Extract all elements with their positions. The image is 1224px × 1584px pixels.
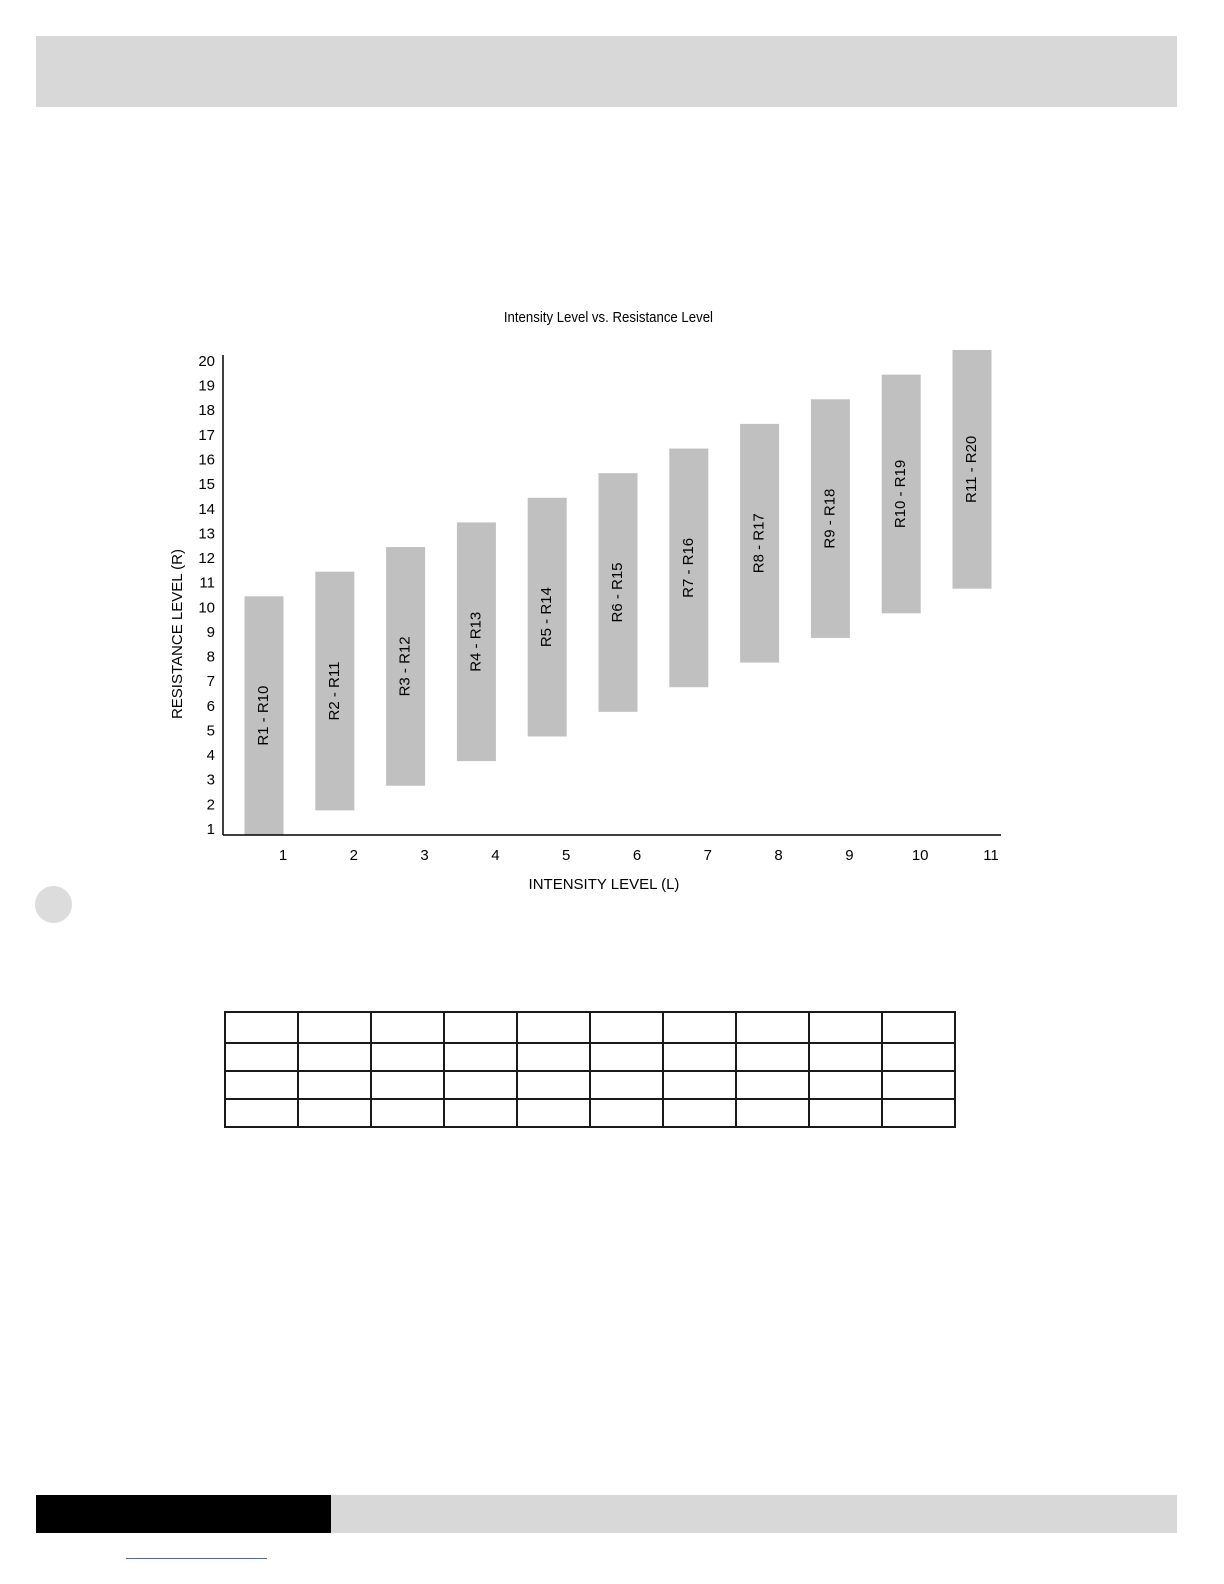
bar-label: R9 - R18 bbox=[821, 488, 839, 549]
table-cell bbox=[517, 1012, 590, 1043]
table-cell bbox=[736, 1071, 809, 1099]
table-cell bbox=[225, 1043, 298, 1071]
bar-label: R4 - R13 bbox=[467, 611, 485, 672]
footer-bar-dark bbox=[36, 1495, 331, 1533]
bar-label: R2 - R11 bbox=[325, 661, 343, 721]
table-cell bbox=[444, 1012, 517, 1043]
table-cell bbox=[882, 1012, 955, 1043]
y-tick-label: 15 bbox=[198, 476, 215, 494]
y-tick-label: 17 bbox=[198, 426, 215, 444]
x-tick-label: 1 bbox=[278, 846, 288, 864]
x-tick-label: 8 bbox=[774, 846, 783, 864]
table-cell bbox=[663, 1012, 736, 1043]
footer-link-underline bbox=[126, 1558, 267, 1559]
table-row bbox=[225, 1043, 955, 1071]
table-cell bbox=[298, 1071, 371, 1099]
bar-label: R6 - R15 bbox=[608, 562, 626, 623]
y-tick-label: 16 bbox=[198, 451, 215, 469]
table-cell bbox=[517, 1071, 590, 1099]
y-tick-label: 7 bbox=[206, 673, 215, 691]
table-cell bbox=[517, 1043, 590, 1071]
table-cell bbox=[444, 1071, 517, 1099]
table-cell bbox=[663, 1071, 736, 1099]
y-tick-label: 11 bbox=[199, 574, 215, 592]
table-cell bbox=[809, 1043, 882, 1071]
y-tick-label: 3 bbox=[206, 771, 215, 789]
x-tick-label: 4 bbox=[491, 846, 500, 864]
table-cell bbox=[371, 1012, 444, 1043]
bar-label: R1 - R10 bbox=[254, 685, 272, 746]
table-cell bbox=[225, 1099, 298, 1127]
table-cell bbox=[517, 1099, 590, 1127]
footer-bar-light bbox=[331, 1495, 1177, 1533]
y-tick-label: 4 bbox=[206, 747, 215, 765]
y-tick-label: 14 bbox=[198, 500, 215, 518]
empty-grid-table bbox=[224, 1011, 956, 1128]
table-cell bbox=[225, 1012, 298, 1043]
table-cell bbox=[809, 1012, 882, 1043]
table-cell bbox=[736, 1012, 809, 1043]
bar-label: R8 - R17 bbox=[750, 513, 768, 574]
bar-label: R3 - R12 bbox=[396, 636, 414, 697]
table-row bbox=[225, 1012, 955, 1043]
table-cell bbox=[444, 1043, 517, 1071]
x-tick-label: 6 bbox=[632, 846, 642, 864]
table-cell bbox=[736, 1099, 809, 1127]
x-tick-label: 9 bbox=[845, 846, 854, 864]
table-cell bbox=[663, 1043, 736, 1071]
bar-label: R7 - R16 bbox=[679, 537, 697, 598]
table-cell bbox=[371, 1071, 444, 1099]
table-cell bbox=[809, 1071, 882, 1099]
table-cell bbox=[590, 1071, 663, 1099]
y-tick-label: 5 bbox=[206, 722, 215, 740]
chart-title: Intensity Level vs. Resistance Level bbox=[503, 309, 713, 326]
y-tick-label: 13 bbox=[198, 525, 215, 543]
table-cell bbox=[590, 1012, 663, 1043]
table-cell bbox=[882, 1043, 955, 1071]
x-tick-label: 2 bbox=[349, 846, 358, 864]
y-tick-label: 8 bbox=[206, 648, 215, 666]
bar-label: R11 - R20 bbox=[962, 435, 980, 503]
y-tick-label: 6 bbox=[206, 697, 215, 715]
y-tick-label: 2 bbox=[206, 796, 215, 814]
y-axis-label: RESISTANCE LEVEL (R) bbox=[168, 548, 186, 720]
x-axis-label: INTENSITY LEVEL (L) bbox=[528, 875, 680, 893]
x-tick-label: 3 bbox=[420, 846, 429, 864]
bar-label: R5 - R14 bbox=[538, 587, 556, 648]
table-cell bbox=[298, 1043, 371, 1071]
table-cell bbox=[882, 1099, 955, 1127]
section-marker bbox=[35, 886, 72, 923]
table-cell bbox=[298, 1099, 371, 1127]
table-cell bbox=[225, 1071, 298, 1099]
table-cell bbox=[809, 1099, 882, 1127]
table-cell bbox=[371, 1043, 444, 1071]
table-cell bbox=[590, 1099, 663, 1127]
table-cell bbox=[663, 1099, 736, 1127]
table-cell bbox=[444, 1099, 517, 1127]
x-tick-label: 10 bbox=[911, 846, 929, 864]
y-tick-label: 1 bbox=[206, 820, 215, 838]
table-cell bbox=[298, 1012, 371, 1043]
table-row bbox=[225, 1071, 955, 1099]
table-cell bbox=[882, 1071, 955, 1099]
table-cell bbox=[736, 1043, 809, 1071]
table-cell bbox=[590, 1043, 663, 1071]
y-tick-label: 9 bbox=[206, 623, 215, 641]
table-cell bbox=[371, 1099, 444, 1127]
y-tick-label: 18 bbox=[198, 402, 215, 420]
bar-label: R10 - R19 bbox=[892, 459, 910, 529]
x-tick-label: 11 bbox=[983, 846, 999, 864]
y-tick-label: 20 bbox=[198, 352, 215, 370]
y-tick-label: 10 bbox=[198, 599, 215, 617]
y-tick-label: 19 bbox=[198, 377, 215, 395]
table-row bbox=[225, 1099, 955, 1127]
x-tick-label: 7 bbox=[703, 846, 712, 864]
x-tick-label: 5 bbox=[562, 846, 571, 864]
y-tick-label: 12 bbox=[198, 550, 215, 568]
